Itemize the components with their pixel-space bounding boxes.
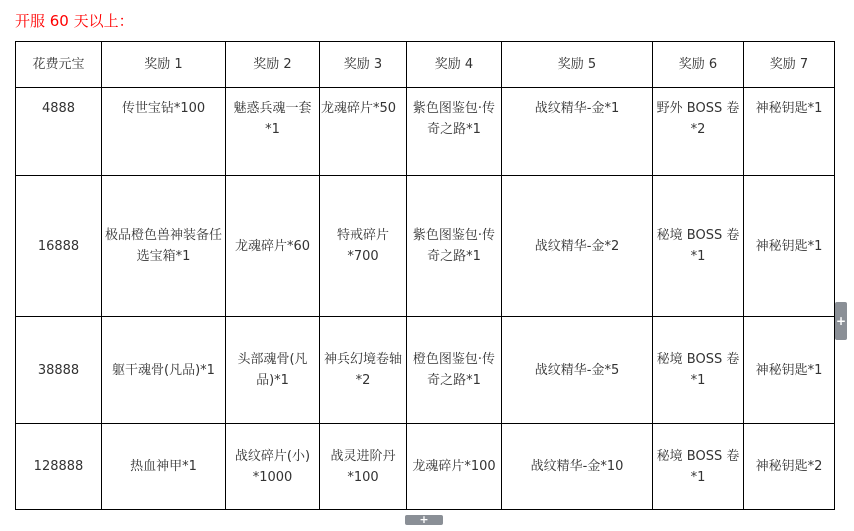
cell-text: 38888 [37,362,80,378]
reward-cell [653,88,744,176]
reward-cell [320,176,407,317]
reward-cell [407,317,502,424]
reward-cell [226,317,320,424]
table-row [16,176,835,317]
reward-cell [226,424,320,510]
cell-text: 秘境 BOSS 卷 *1 [656,448,740,485]
cell-text: 紫色图鉴包·传奇之路*1 [412,101,496,137]
cell-text: 野外 BOSS 卷 *2 [656,101,740,137]
cell-text: 战纹精华-金*1 [534,101,620,116]
cell-text: 热血神甲*1 [130,459,197,474]
reward-table [15,41,835,510]
reward-cell [744,88,835,176]
header-reward-3: 奖励 3 [320,42,407,88]
cell-text: 橙色图鉴包·传奇之路*1 [412,352,496,388]
reward-cell [407,424,502,510]
reward-cell [653,317,744,424]
cell-text: 战灵进阶丹 *100 [330,448,396,485]
reward-cell [102,176,226,317]
cell-text: 战纹精华-金*5 [534,362,620,378]
header-reward-1: 奖励 1 [102,42,226,88]
reward-cell [653,424,744,510]
cell-text: 神秘钥匙*2 [755,459,823,474]
cell-text: 头部魂骨(凡品)*1 [237,352,308,388]
reward-cell [102,424,226,510]
cost-cell [16,424,102,510]
reward-cell [407,176,502,317]
reward-cell [502,424,653,510]
reward-cell [744,424,835,510]
cell-text: 战纹碎片(小) *1000 [234,448,311,485]
cell-text: 龙魂碎片*50 [321,101,397,116]
header-reward-6: 奖励 6 [653,42,744,88]
cell-text: 躯干魂骨(凡品)*1 [112,362,215,378]
cost-cell [16,176,102,317]
cell-text: 4888 [41,101,76,116]
reward-cell [653,176,744,317]
header-reward-7: 奖励 7 [744,42,835,88]
cell-text: 秘境 BOSS 卷 *1 [656,352,740,388]
table-row [16,424,835,510]
reward-cell [320,424,407,510]
cost-cell [16,317,102,424]
reward-cell [502,317,653,424]
cell-text: 神秘钥匙*1 [755,362,823,378]
cell-text: 特戒碎片 *700 [336,228,389,264]
reward-cell [320,88,407,176]
reward-cell [744,176,835,317]
add-column-handle[interactable]: + [835,302,847,340]
cell-text: 战纹精华-金*2 [534,238,620,254]
cell-text: 秘境 BOSS 卷 *1 [656,228,740,264]
reward-cell [226,88,320,176]
header-reward-2: 奖励 2 [226,42,320,88]
table-row [16,88,835,176]
cell-text: 战纹精华-金*10 [530,459,624,474]
cell-text: 紫色图鉴包·传奇之路*1 [412,228,496,264]
cell-text: 神秘钥匙*1 [755,101,823,116]
reward-cell [744,317,835,424]
reward-cell [226,176,320,317]
reward-cell [502,176,653,317]
reward-cell [102,317,226,424]
reward-cell [407,88,502,176]
cell-text: 16888 [37,238,80,254]
cell-text: 龙魂碎片*60 [234,238,311,254]
header-cost: 花费元宝 [16,42,102,88]
cell-text: 神秘钥匙*1 [755,238,823,254]
cell-text: 128888 [33,459,84,474]
cell-text: 极品橙色兽神装备任选宝箱*1 [104,228,222,264]
cell-text: 魅惑兵魂一套 *1 [233,101,312,137]
add-row-handle[interactable]: + [405,515,443,525]
header-reward-4: 奖励 4 [407,42,502,88]
cell-text: 龙魂碎片*100 [412,459,496,474]
reward-cell [502,88,653,176]
table-row [16,317,835,424]
cell-text: 神兵幻境卷轴*2 [323,352,402,388]
reward-cell [102,88,226,176]
section-heading: 开服 60 天以上： [15,12,134,30]
cell-text: 传世宝钻*100 [121,101,206,116]
reward-cell [320,317,407,424]
table-header-row [16,42,835,88]
header-reward-5: 奖励 5 [502,42,653,88]
cost-cell [16,88,102,176]
